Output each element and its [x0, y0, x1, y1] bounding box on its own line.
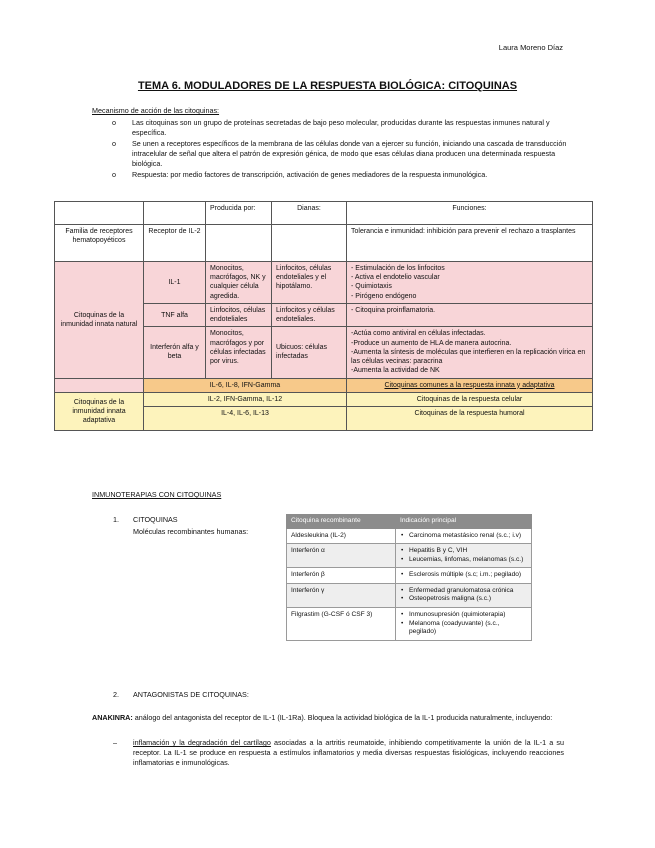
section-number: 2. — [113, 690, 119, 699]
functions-cell: - Estimulación de los linfocitos - Activa el endotelio vascular - Quimiotaxis - Pirógeno endógeno — [347, 262, 593, 304]
header-cell: Indicación principal — [396, 515, 532, 529]
adaptive-cytokines-cell: IL-4, IL-6, IL-13 — [144, 407, 347, 431]
list-item: • Inmunosupresión (quimioterapia) — [409, 611, 527, 620]
section-title: ANTAGONISTAS DE CITOQUINAS: — [133, 690, 249, 699]
table-row — [55, 378, 593, 392]
cytokine-cell: Interferón β — [287, 568, 396, 584]
list-item: • Melanoma (coadyuvante) (s.c., pegilado) — [409, 620, 527, 637]
indication-cell — [396, 568, 532, 584]
common-label-cell: Citoquinas comunes a la respuesta innata y adaptativa — [347, 378, 593, 392]
header-cell — [144, 202, 206, 225]
list-item: • Osteopetrosis maligna (s.c.) — [409, 595, 527, 604]
indication-cell — [396, 544, 532, 568]
cytokine-table — [54, 201, 593, 431]
section-1-subtitle: Moléculas recombinantes humanas: — [133, 527, 249, 536]
list-item: • Carcinoma metastásico renal (s.c.; i.v) — [409, 532, 527, 541]
table-row — [287, 607, 532, 640]
innate-group-cell: Citoquinas de la inmunidad innata natural — [55, 262, 144, 379]
header-cell — [55, 202, 144, 225]
common-cytokines-cell: IL-6, IL-8, IFN-Gamma — [144, 378, 347, 392]
adaptive-group-cell: Citoquinas de la inmunidad innata adaptativa — [55, 392, 144, 430]
function-cell: Tolerancia e inmunidad: inhibición para prevenir el rechazo a trasplantes — [347, 225, 593, 262]
table-header-row — [55, 202, 593, 225]
list-item: • Hepatitis B y C, VIH — [409, 547, 527, 556]
list-item: • Enfermedad granulomatosa crónica — [409, 587, 527, 596]
empty-cell — [206, 225, 272, 262]
cytokine-cell: Interferón α — [287, 544, 396, 568]
producer-cell: Monocitos, macrófagos, NK y cualquier célula agredida. — [206, 262, 272, 304]
dash-bullet: – — [113, 738, 117, 747]
table-row — [287, 583, 532, 607]
table-row — [55, 262, 593, 304]
list-item: o Se unen a receptores específicos de la membrana de las células donde van a ejercer su función, iniciando una cascada de transducción intracelular de señal que altera el patrón de expresión génica, de modo que esas células diana producen una determinada respuesta biológica. — [132, 139, 572, 169]
cytokine-name-cell: IL-1 — [144, 262, 206, 304]
anakinra-text: análogo del antagonista del receptor de IL-1 (IL-1Ra). Bloquea la actividad biológica de la IL-1 producida naturalmente, incluyendo: — [132, 713, 553, 722]
header-cell: Funciones: — [347, 202, 593, 225]
targets-cell: Ubicuos: células infectadas — [272, 327, 347, 378]
header-cell: Citoquina recombinante — [287, 515, 396, 529]
indication-cell — [396, 607, 532, 640]
list-item: • Leucemias, linfomas, melanomas (s.c.) — [409, 556, 527, 565]
table-row — [287, 544, 532, 568]
table-header-row — [287, 515, 532, 529]
family-cell: Familia de receptores hematopoyéticos — [55, 225, 144, 262]
cytokine-cell: Filgrastim (G-CSF ó CSF 3) — [287, 607, 396, 640]
adaptive-cytokines-cell: IL-2, IFN-Gamma, IL-12 — [144, 392, 347, 406]
anakinra-item-text — [133, 738, 564, 768]
item-rest: asociadas a la artritis reumatoide, inhibiendo competitivamente la unión de la IL-1 a su receptor. La IL-1 se produce en respuesta a estímulos inflamatorios y media diversas respuestas fisiológicas, incluyendo reacciones inflamatorias e inmunológicas. — [133, 738, 565, 767]
underlined-term: inflamación y la degradación del cartílago — [133, 738, 271, 747]
section-title: CITOQUINAS — [133, 515, 178, 524]
page-title: TEMA 6. MODULADORES DE LA RESPUESTA BIOLÓGICA: CITOQUINAS — [137, 80, 518, 92]
header-cell: Dianas: — [272, 202, 347, 225]
cytokine-name-cell: Interferón alfa y beta — [144, 327, 206, 378]
anakinra-lead: ANAKINRA: — [92, 713, 133, 722]
empty-cell — [272, 225, 347, 262]
indication-cell — [396, 528, 532, 544]
adaptive-label-cell: Citoquinas de la respuesta celular — [347, 392, 593, 406]
adaptive-label-cell: Citoquinas de la respuesta humoral — [347, 407, 593, 431]
cytokine-name-cell: TNF alfa — [144, 303, 206, 326]
recombinant-cytokine-table — [286, 514, 532, 641]
table-row — [55, 225, 593, 262]
producer-cell: Linfocitos, células endoteliales — [206, 303, 272, 326]
mechanism-section — [92, 106, 572, 181]
table-row — [55, 392, 593, 406]
table-row — [287, 528, 532, 544]
targets-cell: Linfocitos y células endoteliales. — [272, 303, 347, 326]
anakinra-list-item — [113, 738, 564, 768]
section-1-heading — [113, 515, 178, 525]
cytokine-cell: Aldesleukina (IL-2) — [287, 528, 396, 544]
producer-cell: Monocitos, macrófagos y por células infectadas por virus. — [206, 327, 272, 378]
functions-cell: - Citoquina proinflamatoria. — [347, 303, 593, 326]
indication-cell — [396, 583, 532, 607]
receptor-cell: Receptor de IL-2 — [144, 225, 206, 262]
anakinra-paragraph — [92, 713, 564, 723]
cytokine-cell: Interferón γ — [287, 583, 396, 607]
list-item: o Respuesta: por medio factores de transcripción, activación de genes mediadores de la respuesta inmunológica. — [132, 170, 572, 180]
header-cell: Producida por: — [206, 202, 272, 225]
section-number: 1. — [113, 515, 119, 524]
table-row — [287, 568, 532, 584]
author-name: Laura Moreno Díaz — [498, 43, 563, 52]
immunotherapy-heading: INMUNOTERAPIAS CON CITOQUINAS — [92, 490, 222, 499]
targets-cell: Linfocitos, células endoteliales y el hipotálamo. — [272, 262, 347, 304]
functions-cell: -Actúa como antiviral en células infectadas. -Produce un aumento de HLA de manera autocrina. -Aumenta la síntesis de moléculas que interfieren en la replicación vírica en las células vecinas: paracrina -Aumenta la actividad de NK — [347, 327, 593, 378]
section-2-heading — [113, 690, 249, 700]
mechanism-heading: Mecanismo de acción de las citoquinas: — [92, 106, 220, 115]
mechanism-list — [92, 118, 572, 180]
list-item: o Las citoquinas son un grupo de proteínas secretadas de bajo peso molecular, producidas durante las respuestas inmunes natural y específica. — [132, 118, 572, 138]
list-item: • Esclerosis múltiple (s.c; i.m.; pegilado) — [409, 571, 527, 580]
empty-cell — [55, 378, 144, 392]
